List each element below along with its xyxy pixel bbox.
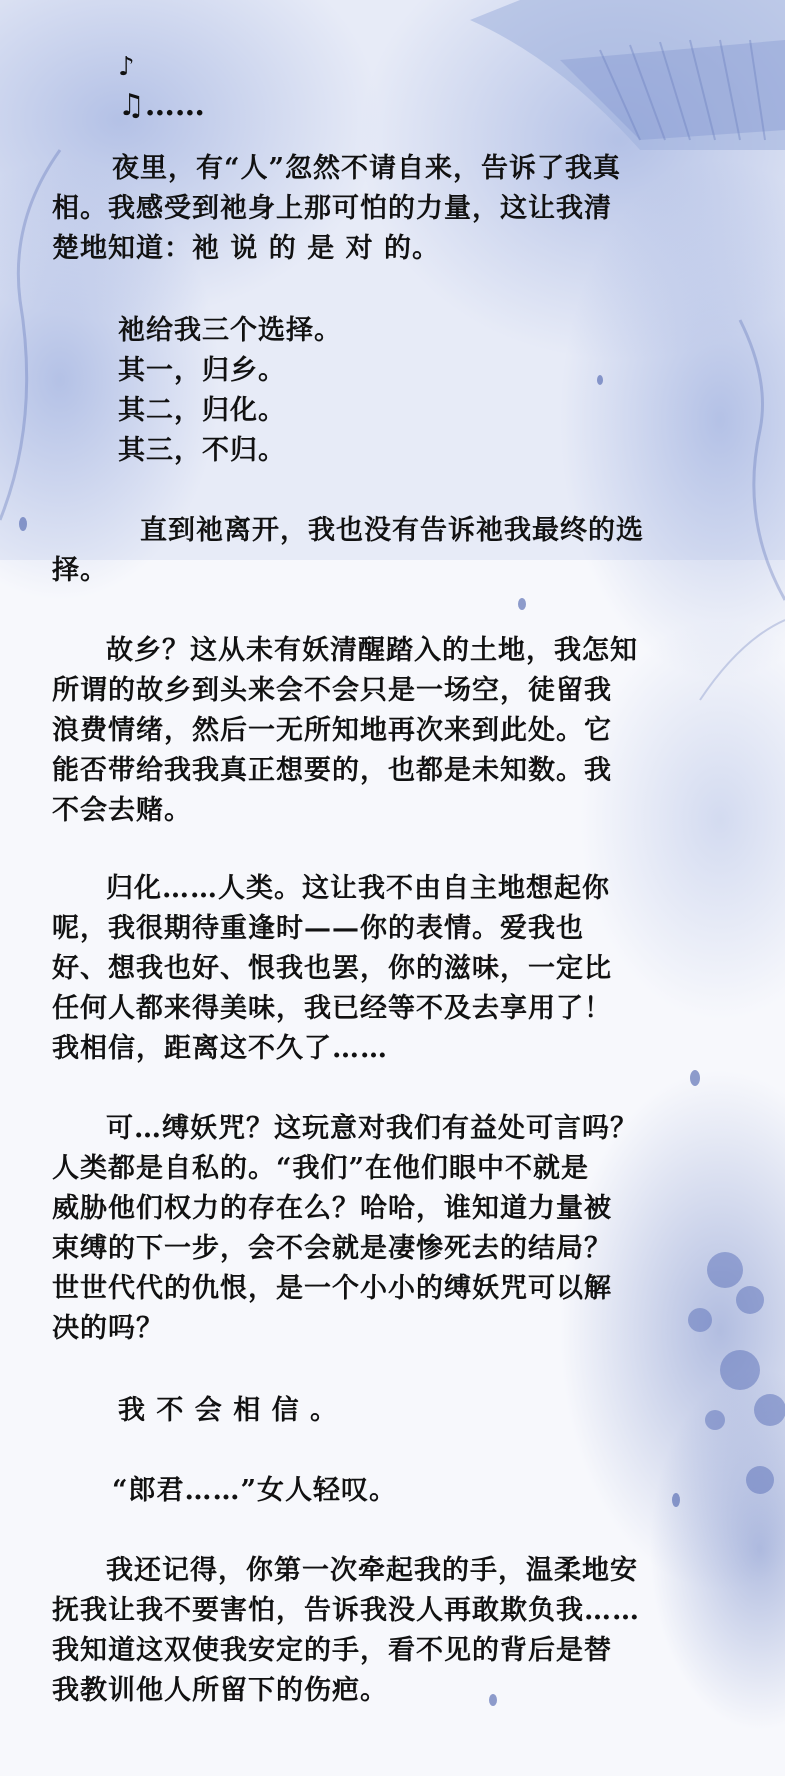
paragraph-9-line-4: 我教训他人所留下的伤疤。 — [52, 1675, 388, 1706]
paragraph-4-line-4: 能否带给我我真正想要的，也都是未知数。我 — [52, 755, 612, 786]
paragraph-5-line-2: 呢，我很期待重逢时——你的表情。爱我也 — [52, 913, 584, 944]
paragraph-6-line-3: 威胁他们权力的存在么？哈哈，谁知道力量被 — [52, 1193, 612, 1224]
paragraph-4-line-5: 不会去赌。 — [52, 795, 192, 826]
choices-intro: 祂给我三个选择。 — [118, 315, 342, 346]
intro-music-line — [118, 88, 205, 123]
paragraph-1-line-2: 相。我感受到祂身上那可怕的力量，这让我清 — [52, 193, 612, 224]
intro-ellipsis: …… — [144, 88, 205, 123]
paragraph-6-line-5: 世世代代的仇恨，是一个小小的缚妖咒可以解 — [52, 1273, 612, 1304]
paragraph-7-line-1: 我 不 会 相 信 。 — [118, 1395, 338, 1426]
paragraph-9-line-1: 我还记得，你第一次牵起我的手，温柔地安 — [106, 1555, 638, 1586]
paragraph-9-line-3: 我知道这双使我安定的手，看不见的背后是替 — [52, 1635, 612, 1666]
paragraph-6-line-2: 人类都是自私的。“我们”在他们眼中不就是 — [52, 1153, 590, 1184]
paragraph-5-line-4: 任何人都来得美味，我已经等不及去享用了！ — [52, 993, 612, 1024]
paragraph-1-line-3: 楚地知道：祂 说 的 是 对 的。 — [52, 233, 440, 264]
paragraph-5-line-3: 好、想我也好、恨我也罢，你的滋味，一定比 — [52, 953, 612, 984]
choice-1: 其一，归乡。 — [118, 355, 286, 386]
paragraph-8-line-1: “郎君……”女人轻叹。 — [112, 1475, 398, 1506]
music-note-icon: ♪ — [118, 52, 135, 82]
paragraph-4-line-1: 故乡？这从未有妖清醒踏入的土地，我怎知 — [106, 635, 638, 666]
paragraph-6-line-1: 可…缚妖咒？这玩意对我们有益处可言吗？ — [106, 1113, 638, 1144]
music-notes-icon: ♫ — [118, 88, 145, 123]
choice-2: 其二，归化。 — [118, 395, 286, 426]
paragraph-3-line-1: 直到祂离开，我也没有告诉祂我最终的选 — [140, 515, 644, 546]
paragraph-5-line-5: 我相信，距离这不久了…… — [52, 1033, 388, 1064]
choice-3: 其三，不归。 — [118, 435, 286, 466]
paragraph-9-line-2: 抚我让我不要害怕，告诉我没人再敢欺负我…… — [52, 1595, 640, 1626]
paragraph-4-line-3: 浪费情绪，然后一无所知地再次来到此处。它 — [52, 715, 612, 746]
paragraph-6-line-4: 束缚的下一步，会不会就是凄惨死去的结局？ — [52, 1233, 612, 1264]
paragraph-3-line-2: 择。 — [52, 555, 108, 586]
paragraph-1-line-1: 夜里，有“人”忽然不请自来，告诉了我真 — [112, 153, 622, 184]
paragraph-4-line-2: 所谓的故乡到头来会不会只是一场空，徒留我 — [52, 675, 612, 706]
paragraph-6-line-6: 决的吗？ — [52, 1313, 164, 1344]
paragraph-5-line-1: 归化……人类。这让我不由自主地想起你 — [106, 873, 610, 904]
